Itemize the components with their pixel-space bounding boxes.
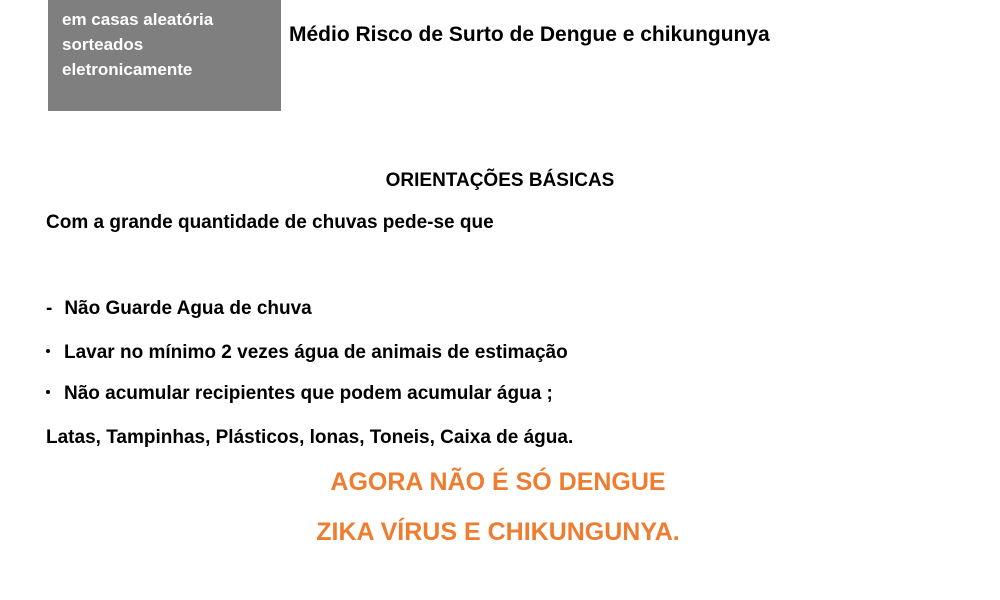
info-box-line-partial [62, 0, 67, 6]
bullet-icon [46, 349, 50, 353]
alert-line: AGORA NÃO É SÓ DENGUE [330, 468, 666, 496]
list-item-text: Não acumular recipientes que podem acumular água ; [64, 383, 553, 404]
dash-marker: - [46, 298, 53, 319]
info-box [48, 0, 281, 111]
list-item-text: Lavar no mínimo 2 vezes água de animais de estimação [64, 342, 568, 363]
examples-text: Latas, Tampinhas, Plásticos, lonas, Toneis, Caixa de água. [46, 427, 574, 448]
list-item [46, 298, 312, 320]
alert-line: ZIKA VÍRUS E CHIKUNGUNYA. [316, 518, 680, 546]
bullet-icon [46, 390, 50, 394]
info-box-line: em casas aleatória [62, 10, 214, 29]
section-heading: ORIENTAÇÕES BÁSICAS [385, 170, 615, 191]
risk-title: Médio Risco de Surto de Dengue e chikungunya [289, 23, 770, 46]
info-box-line: sorteados [62, 35, 144, 54]
list-item-text: Não Guarde Agua de chuva [64, 298, 312, 319]
list-item [46, 342, 568, 364]
info-box-line: eletronicamente [62, 60, 193, 79]
list-item [46, 383, 553, 405]
intro-text: Com a grande quantidade de chuvas pede-se que [46, 212, 494, 233]
